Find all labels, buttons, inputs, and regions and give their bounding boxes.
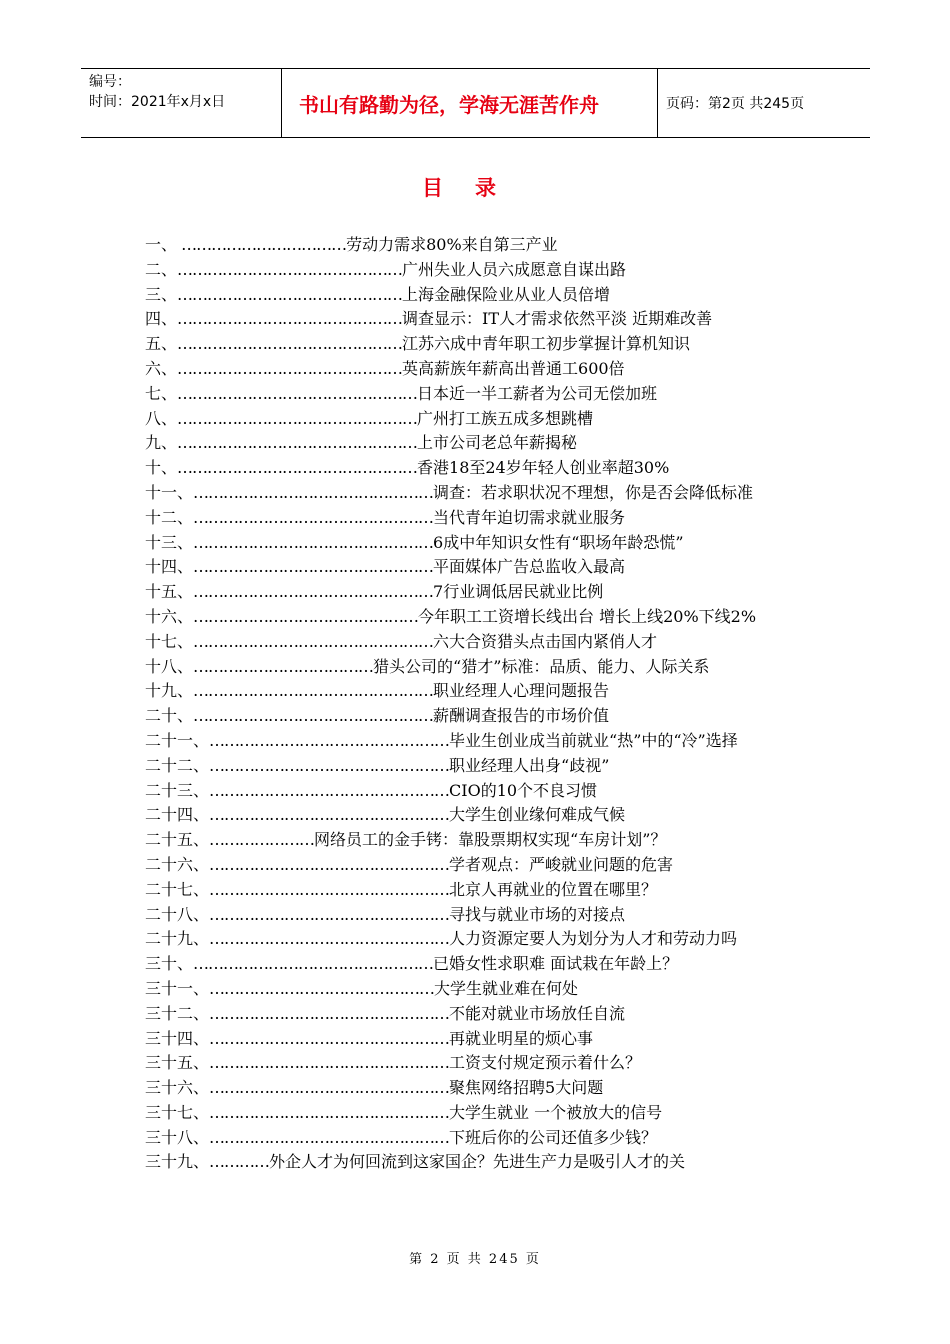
toc-entry[interactable] [145, 1051, 810, 1076]
toc-entry[interactable] [145, 1076, 810, 1101]
toc-entry-title: 大学生就业 一个被放大的信号 [449, 1102, 663, 1122]
toc-entry-leader: ………………………………………… [209, 1028, 450, 1048]
toc-entry[interactable] [145, 803, 810, 828]
toc-entry[interactable] [145, 233, 810, 258]
toc-entry-title: 猎头公司的“猎才”标准：品质、能力、人际关系 [373, 656, 710, 676]
toc-entry[interactable] [145, 283, 810, 308]
toc-entry-leader: ………………………………………… [209, 805, 450, 825]
toc-entry-number: 十七、 [145, 631, 194, 651]
toc-entry-leader: ……………………………………… [177, 309, 403, 329]
header-page-info: 页码：第2页 共245页 [666, 96, 805, 112]
toc-entry[interactable] [145, 1150, 810, 1175]
toc-entry[interactable] [145, 481, 810, 506]
table-of-contents [145, 233, 810, 1175]
toc-entry-leader: ……………………………………… [209, 978, 435, 998]
toc-entry-title: 6成中年知识女性有“职场年龄恐慌” [433, 532, 684, 552]
toc-entry-leader: ………………………………………… [177, 383, 418, 403]
toc-entry-leader: ……………………………………… [177, 358, 403, 378]
toc-entry-leader: ………………………………………… [193, 706, 434, 726]
toc-entry-number: 二十二、 [145, 755, 210, 775]
toc-entry-number: 一、 [145, 235, 178, 254]
toc-entry-number: 十、 [145, 458, 178, 478]
toc-entry-leader: ………………………………………… [209, 854, 450, 874]
toc-entry-number: 二、 [145, 259, 178, 279]
toc-entry-leader: ………………………………………… [193, 532, 434, 552]
toc-entry-title: 广州失业人员六成愿意自谋出路 [402, 259, 627, 279]
toc-entry-number: 十四、 [145, 557, 194, 577]
toc-entry-number: 三十八、 [145, 1127, 210, 1147]
toc-entry-title: 毕业生创业成当前就业“热”中的“冷”选择 [449, 730, 738, 750]
toc-entry-title: 聚焦网络招聘5大问题 [449, 1078, 604, 1098]
header-motto: 书山有路勤为径，学海无涯苦作舟 [282, 69, 658, 137]
toc-entry[interactable] [145, 977, 810, 1002]
toc-entry-leader: ………………………………………… [209, 1127, 450, 1147]
toc-entry[interactable] [145, 927, 810, 952]
toc-entry[interactable] [145, 456, 810, 481]
toc-entry-leader: ………………………………………… [193, 482, 434, 502]
toc-entry-leader: ……………………………………… [177, 284, 403, 304]
toc-entry-number: 二十四、 [145, 805, 210, 825]
toc-entry-number: 七、 [145, 383, 178, 403]
toc-entry[interactable] [145, 555, 810, 580]
toc-entry-leader: ……………………………………… [193, 606, 419, 626]
header-table [81, 68, 870, 138]
toc-entry-number: 二十五、 [145, 830, 210, 850]
toc-entry-number: 三十五、 [145, 1053, 210, 1073]
toc-entry-leader: ………………………………………… [209, 1078, 450, 1098]
toc-entry-number: 三十一、 [145, 978, 210, 998]
toc-entry-title: 已婚女性求职难 面试栽在年龄上？ [433, 954, 679, 974]
toc-entry-number: 九、 [145, 433, 178, 453]
toc-entry-leader: …………………………… [177, 235, 347, 254]
toc-entry-leader: ………………………………………… [209, 1102, 450, 1122]
toc-entry-number: 三、 [145, 284, 178, 304]
toc-entry-number: 十一、 [145, 482, 194, 502]
toc-entry[interactable] [145, 828, 810, 853]
toc-entry-title: 英高薪族年薪高出普通工600倍 [402, 358, 625, 378]
toc-entry[interactable] [145, 258, 810, 283]
toc-entry-number: 十九、 [145, 681, 194, 701]
toc-entry-leader: ………………………………………… [193, 954, 434, 974]
toc-entry-title: 上海金融保险业从业人员倍增 [402, 284, 611, 304]
toc-entry[interactable] [145, 1126, 810, 1151]
toc-entry-title: 外企人才为何回流到这家国企？先进生产力是吸引人才的关 [269, 1152, 686, 1172]
toc-entry-title: 寻找与就业市场的对接点 [449, 904, 626, 924]
toc-entry-leader: ……………………………………… [177, 259, 403, 279]
toc-entry[interactable] [145, 580, 810, 605]
page-footer: 第 2 页 共 245 页 [409, 1252, 541, 1267]
toc-entry[interactable] [145, 605, 810, 630]
toc-entry-title: 不能对就业市场放任自流 [449, 1003, 626, 1023]
toc-entry-leader: ………………………………………… [193, 631, 434, 651]
toc-entry-title: 工资支付规定预示着什么？ [449, 1053, 642, 1073]
toc-entry-leader: ………………………………………… [193, 557, 434, 577]
toc-entry-number: 二十一、 [145, 730, 210, 750]
toc-entry-title: 再就业明星的烦心事 [449, 1028, 594, 1048]
toc-entry-leader: ………………… [209, 830, 315, 850]
toc-entry-number: 十二、 [145, 507, 194, 527]
toc-entry-number: 四、 [145, 309, 178, 329]
toc-entry-title: 劳动力需求80%来自第三产业 [346, 235, 558, 254]
toc-entry-leader: ……………………………… [193, 656, 374, 676]
toc-entry-title: 平面媒体广告总监收入最高 [433, 557, 626, 577]
toc-entry-title: 日本近一半工薪者为公司无偿加班 [417, 383, 658, 403]
toc-entry-title: 职业经理人心理问题报告 [433, 681, 610, 701]
toc-entry-title: 人力资源定要人为划分为人才和劳动力吗 [449, 929, 738, 949]
toc-entry[interactable] [145, 630, 810, 655]
toc-entry-leader: ………………………………………… [193, 681, 434, 701]
toc-entry-number: 三十四、 [145, 1028, 210, 1048]
toc-entry-leader: ………………………………………… [209, 755, 450, 775]
toc-entry-number: 三十二、 [145, 1003, 210, 1023]
toc-entry-leader: ………………………………………… [209, 904, 450, 924]
toc-entry[interactable] [145, 382, 810, 407]
toc-entry-leader: ………………………………………… [209, 730, 450, 750]
toc-entry[interactable] [145, 1101, 810, 1126]
toc-entry[interactable] [145, 1002, 810, 1027]
toc-entry-title: 职业经理人出身“歧视” [449, 755, 610, 775]
toc-entry-leader: ………………………………………… [177, 408, 418, 428]
toc-entry[interactable] [145, 952, 810, 977]
toc-entry-leader: ………………………………………… [209, 1003, 450, 1023]
toc-entry-number: 三十六、 [145, 1078, 210, 1098]
toc-entry-number: 二十九、 [145, 929, 210, 949]
time-label: 时间：2021年x月x日 [89, 94, 226, 110]
toc-entry-title: CIO的10个不良习惯 [449, 780, 598, 800]
toc-entry-number: 十三、 [145, 532, 194, 552]
toc-entry-title: 7行业调低居民就业比例 [433, 582, 604, 602]
toc-entry[interactable] [145, 506, 810, 531]
toc-entry-title: 调查显示：IT人才需求依然平淡 近期难改善 [402, 309, 713, 329]
toc-entry-number: 六、 [145, 358, 178, 378]
toc-entry-title: 上市公司老总年薪揭秘 [417, 433, 578, 453]
toc-entry[interactable] [145, 655, 810, 680]
toc-entry-title: 学者观点：严峻就业问题的危害 [449, 854, 674, 874]
toc-entry-number: 二十七、 [145, 879, 210, 899]
toc-entry-number: 十八、 [145, 656, 194, 676]
toc-entry-leader: ……………………………………… [177, 334, 403, 354]
toc-entry-title: 网络员工的金手铐：靠股票期权实现“车房计划”？ [314, 830, 667, 850]
toc-entry[interactable] [145, 307, 810, 332]
toc-entry[interactable] [145, 1027, 810, 1052]
toc-entry-title: 香港18至24岁年轻人创业率超30% [417, 458, 670, 478]
toc-entry[interactable] [145, 729, 810, 754]
toc-entry-title: 大学生创业缘何难成气候 [449, 805, 626, 825]
toc-entry-title: 调查：若求职状况不理想，你是否会降低标准 [433, 482, 754, 502]
header-meta [81, 69, 282, 137]
toc-entry[interactable] [145, 332, 810, 357]
toc-entry-number: 三十、 [145, 954, 194, 974]
toc-title: 目录 [422, 176, 528, 200]
toc-entry-number: 二十六、 [145, 854, 210, 874]
toc-entry-number: 八、 [145, 408, 178, 428]
toc-entry[interactable] [145, 853, 810, 878]
toc-entry-leader: ………… [209, 1152, 270, 1172]
toc-entry-number: 三十九、 [145, 1152, 210, 1172]
toc-entry-title: 六大合资猎头点击国内紧俏人才 [433, 631, 658, 651]
toc-entry-number: 二十八、 [145, 904, 210, 924]
toc-entry-title: 广州打工族五成多想跳槽 [417, 408, 594, 428]
toc-entry-leader: ………………………………………… [177, 433, 418, 453]
toc-entry[interactable] [145, 779, 810, 804]
toc-entry-leader: ………………………………………… [209, 1053, 450, 1073]
toc-entry[interactable] [145, 531, 810, 556]
toc-entry[interactable] [145, 357, 810, 382]
toc-entry[interactable] [145, 878, 810, 903]
toc-entry-number: 十五、 [145, 582, 194, 602]
toc-entry-number: 五、 [145, 334, 178, 354]
toc-entry-number: 十六、 [145, 606, 194, 626]
toc-entry-leader: ………………………………………… [209, 929, 450, 949]
toc-entry-leader: ………………………………………… [209, 780, 450, 800]
toc-entry-leader: ………………………………………… [209, 879, 450, 899]
toc-entry-number: 三十七、 [145, 1102, 210, 1122]
code-label: 编号： [89, 74, 131, 90]
toc-entry-leader: ………………………………………… [193, 507, 434, 527]
toc-entry[interactable] [145, 704, 810, 729]
toc-entry[interactable] [145, 431, 810, 456]
toc-entry-leader: ………………………………………… [177, 458, 418, 478]
toc-entry-number: 二十、 [145, 706, 194, 726]
toc-entry[interactable] [145, 407, 810, 432]
toc-entry-title: 大学生就业难在何处 [434, 978, 579, 998]
toc-entry-title: 北京人再就业的位置在哪里？ [449, 879, 658, 899]
toc-entry-leader: ………………………………………… [193, 582, 434, 602]
toc-entry-title: 下班后你的公司还值多少钱？ [449, 1127, 658, 1147]
toc-entry-number: 二十三、 [145, 780, 210, 800]
toc-entry-title: 江苏六成中青年职工初步掌握计算机知识 [402, 334, 691, 354]
toc-entry-title: 当代青年迫切需求就业服务 [433, 507, 626, 527]
toc-entry[interactable] [145, 903, 810, 928]
toc-entry-title: 今年职工工资增长线出台 增长上线20%下线2% [418, 606, 757, 626]
toc-entry[interactable] [145, 679, 810, 704]
toc-entry-title: 薪酬调查报告的市场价值 [433, 706, 610, 726]
toc-entry[interactable] [145, 754, 810, 779]
